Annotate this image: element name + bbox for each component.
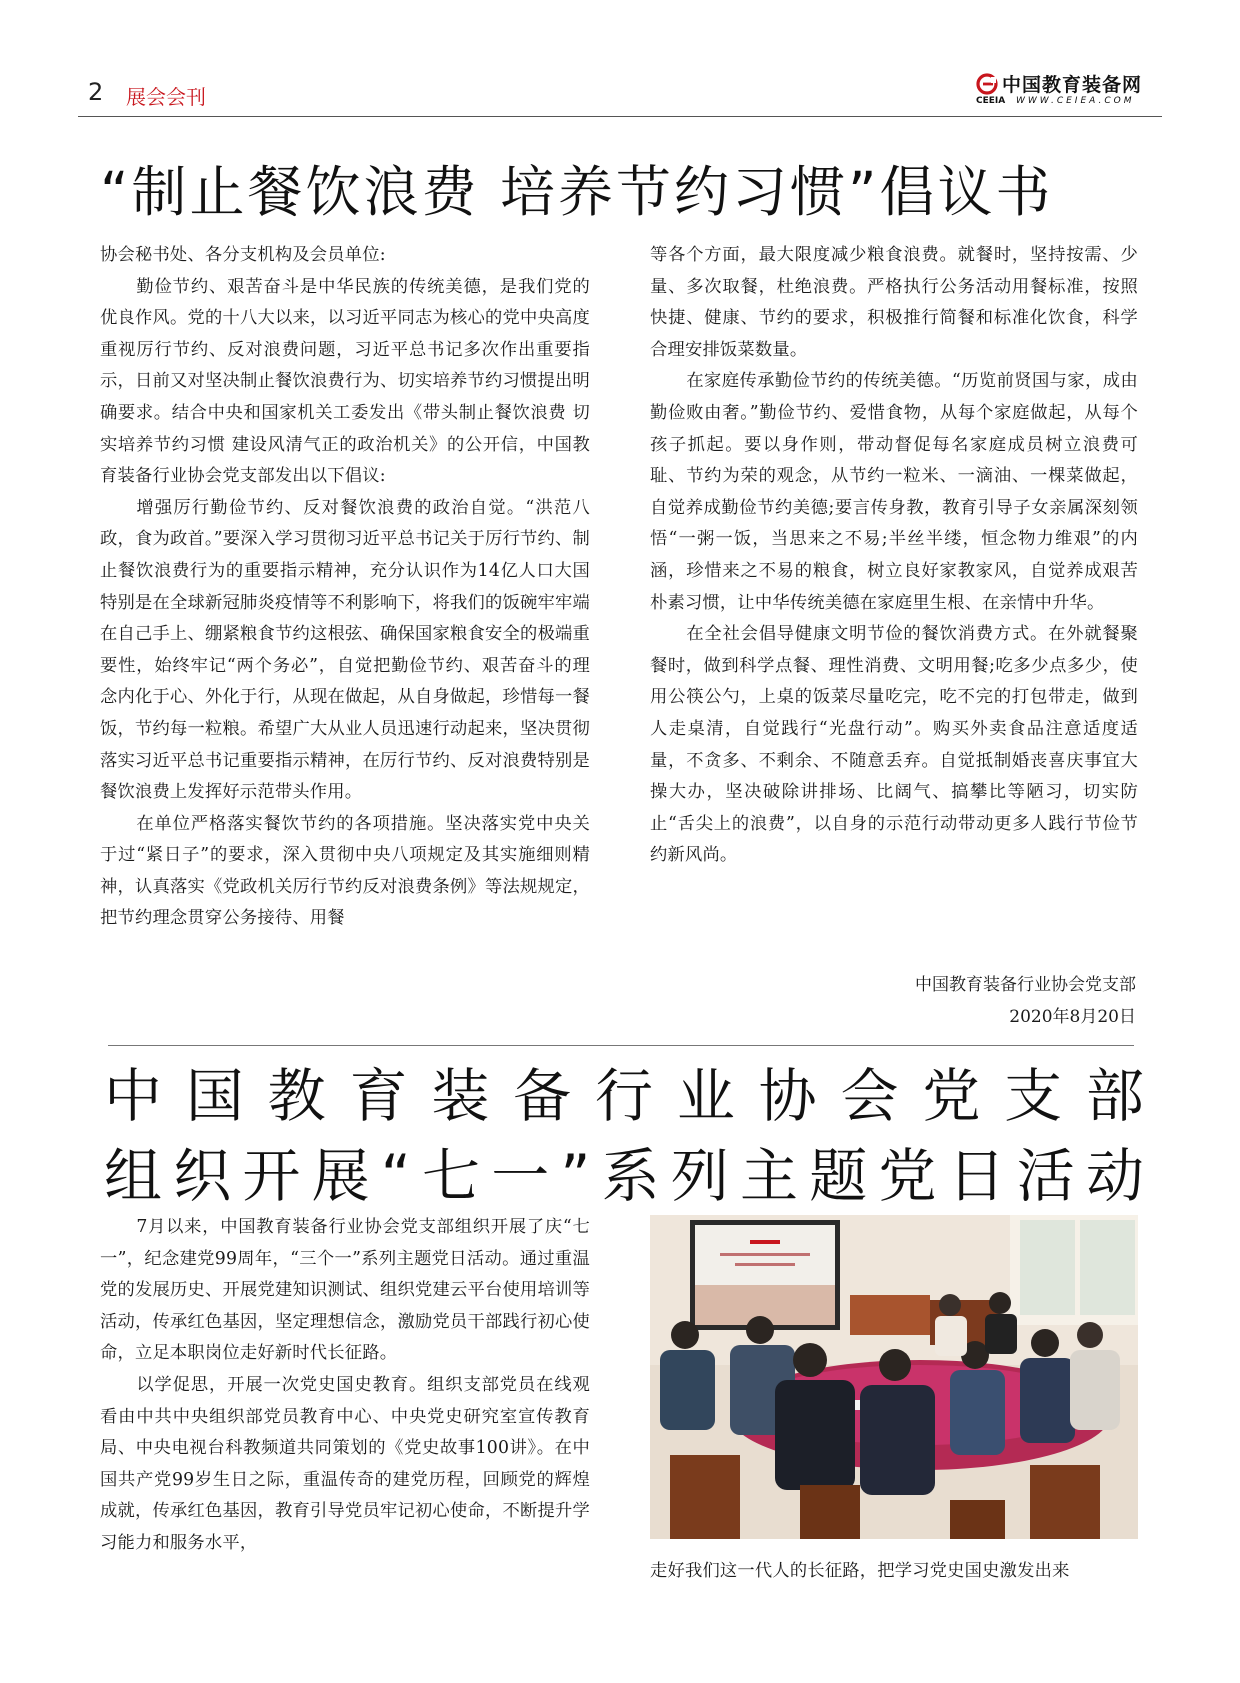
ceeia-logo-icon xyxy=(976,73,998,95)
article1-title: “制止餐饮浪费 培养节约习惯”倡议书 xyxy=(100,160,1054,224)
article1-paragraph: 等各个方面，最大限度减少粮食浪费。就餐时，坚持按需、少量、多次取餐，杜绝浪费。严格执行公务活动用餐标准，按照快捷、健康、节约的要求，积极推行简餐和标准化饮食，科学合理安排饭菜数量。 xyxy=(650,245,1138,360)
article1-paragraph: 增强厉行勤俭节约、反对餐饮浪费的政治自觉。“洪范八政，食为政首。”要深入学习贯彻习近平总书记关于厉行节约、制止餐饮浪费行为的重要指示精神，充分认识作为14亿人口大国特别是在全球新冠肺炎疫情等不利影响下，将我们的饭碗牢牢端在自己手上、绷紧粮食节约这根弦、确保国家粮食安全的极端重要性，始终牢记“两个务必”，自觉把勤俭节约、艰苦奋斗的理念内化于心、外化于行，从现在做起，从自身做起，珍惜每一餐饭，节约每一粒粮。希望广大从业人员迅速行动起来，坚决贯彻落实习近平总书记重要指示精神，在厉行节约、反对浪费特别是餐饮浪费上发挥好示范带头作用。 xyxy=(100,497,590,803)
article1-date: 2020年8月20日 xyxy=(1009,1006,1136,1027)
page-number: 2 xyxy=(88,78,104,106)
article1-left-column xyxy=(100,240,590,935)
article1-paragraph: 在单位严格落实餐饮节约的各项措施。坚决落实党中央关于过“紧日子”的要求，深入贯彻中央八项规定及其实施细则精神，认真落实《党政机关厉行节约反对浪费条例》等法规规定，把节约理念贯穿公务接待、用餐 xyxy=(100,813,590,929)
article2-title-line1: 中国教育装备行业协会党支部 xyxy=(104,1062,1144,1130)
article1-right-column xyxy=(650,240,1138,872)
article2-paragraph: 以学促思，开展一次党史国史教育。组织支部党员在线观看由中共中央组织部党员教育中心、中央党史研究室宣传教育局、中央电视台科教频道共同策划的《党史故事100讲》。在中国共产党99岁生日之际，重温传奇的建党历程，回顾党的辉煌成就，传承红色基因，教育引导党员牢记初心使命，不断提升学习能力和服务水平， xyxy=(100,1374,590,1553)
article1-salutation: 协会秘书处、各分支机构及会员单位: xyxy=(100,245,386,265)
article-divider xyxy=(108,1045,1134,1046)
logo-name: 中国教育装备网 xyxy=(1002,74,1143,96)
article1-signature: 中国教育装备行业协会党支部 xyxy=(915,975,1136,995)
article1-paragraph: 在家庭传承勤俭节约的传统美德。“历览前贤国与家，成由勤俭败由奢。”勤俭节约、爱惜食物，从每个家庭做起，从每个孩子抓起。要以身作则，带动督促每名家庭成员树立浪费可耻、节约为荣的观念，从节约一粒米、一滴油、一棵菜做起，自觉养成勤俭节约美德;要言传身教，教育引导子女亲属深刻领悟“一粥一饭，当思来之不易;半丝半缕，恒念物力维艰”的内涵，珍惜来之不易的粮食，树立良好家教家风，自觉养成艰苦朴素习惯，让中华传统美德在家庭里生根、在亲情中升华。 xyxy=(650,371,1138,613)
ceeia-logo[interactable] xyxy=(976,70,1156,106)
logo-abbr: CEEIA xyxy=(976,96,1006,106)
article2-left-column xyxy=(100,1212,590,1560)
article2-continuation: 走好我们这一代人的长征路，把学习党史国史激发出来 xyxy=(650,1561,1070,1581)
article2-right-column xyxy=(650,1556,1138,1588)
meeting-photo-graphic xyxy=(650,1215,1138,1539)
meeting-photo xyxy=(650,1215,1138,1539)
article2-paragraph: 7月以来，中国教育装备行业协会党支部组织开展了庆“七一”，纪念建党99周年，“三个一”系列主题党日活动。通过重温党的发展历史、开展党建知识测试、组织党建云平台使用培训等活动，传承红色基因，坚定理想信念，激励党员干部践行初心使命，立足本职岗位走好新时代长征路。 xyxy=(100,1217,590,1364)
header-divider xyxy=(78,116,1162,117)
article1-paragraph: 勤俭节约、艰苦奋斗是中华民族的传统美德，是我们党的优良作风。党的十八大以来，以习近平同志为核心的党中央高度重视厉行节约、反对浪费问题，习近平总书记多次作出重要指示，日前又对坚决制止餐饮浪费行为、切实培养节约习惯提出明确要求。结合中央和国家机关工委发出《带头制止餐饮浪费 切实培养节约习惯 建设风清气正的政治机关》的公开信，中国教育装备行业协会党支部发出以下倡议: xyxy=(100,276,590,487)
article2-title xyxy=(104,1056,1144,1216)
article1-signature-block xyxy=(915,970,1136,1033)
section-title: 展会会刊 xyxy=(126,85,206,109)
logo-url: WWW.CEIEA.COM xyxy=(1016,96,1135,106)
article2-title-line2: 组织开展“七一”系列主题党日活动 xyxy=(104,1142,1144,1210)
article1-paragraph: 在全社会倡导健康文明节俭的餐饮消费方式。在外就餐聚餐时，做到科学点餐、理性消费、文明用餐;吃多少点多少，使用公筷公勺，上桌的饭菜尽量吃完，吃不完的打包带走，做到人走桌清，自觉践行“光盘行动”。购买外卖食品注意适度适量，不贪多、不剩余、不随意丢弃。自觉抵制婚丧喜庆事宜大操大办，坚决破除讲排场、比阔气、搞攀比等陋习，切实防止“舌尖上的浪费”，以自身的示范行动带动更多人践行节俭节约新风尚。 xyxy=(650,624,1138,866)
